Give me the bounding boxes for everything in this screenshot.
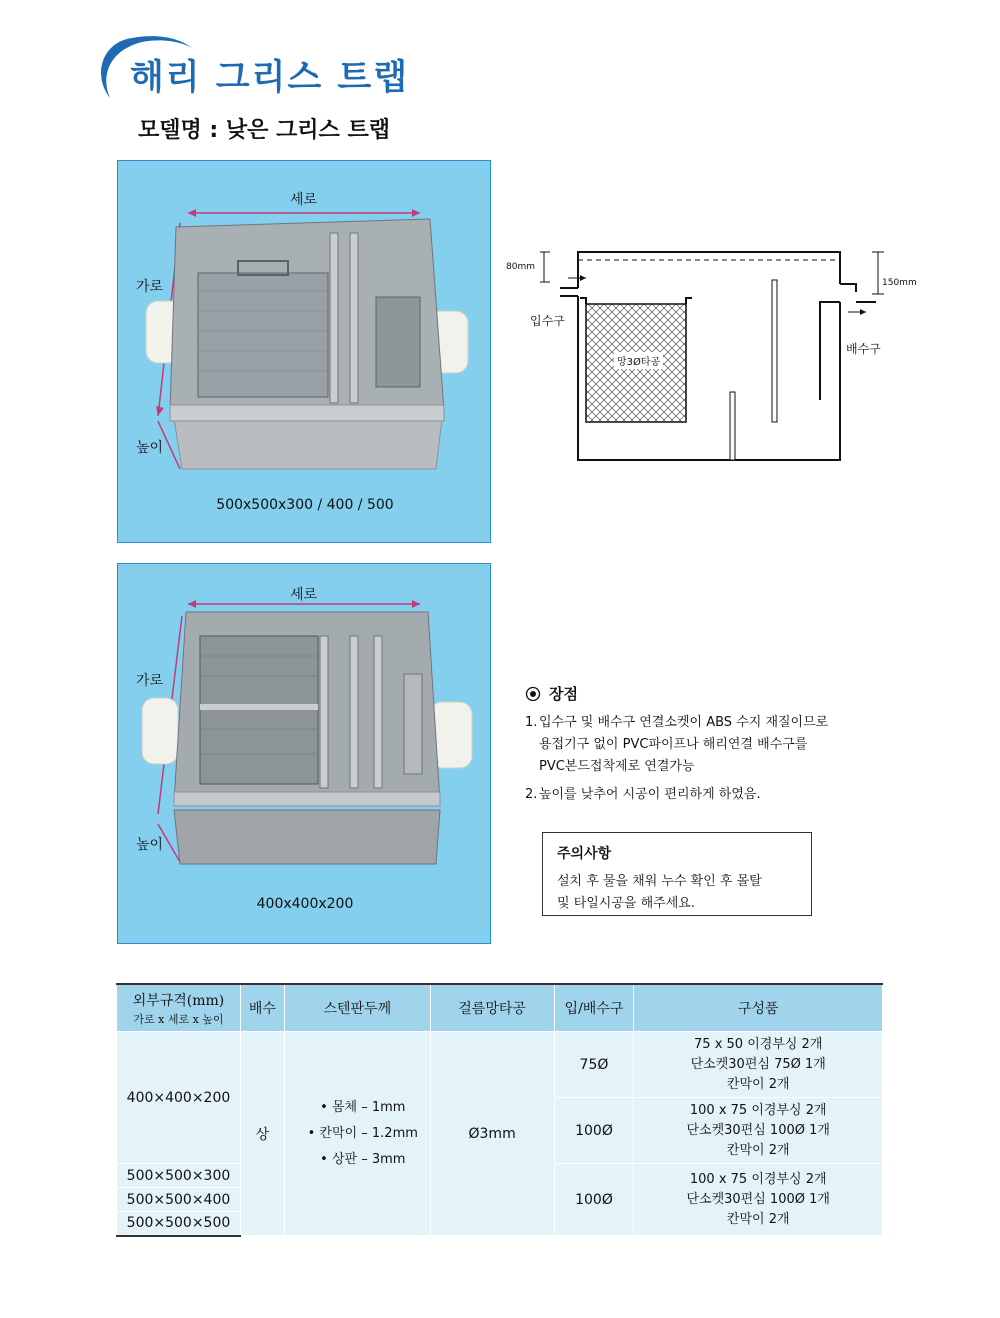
caution-line: 및 타일시공을 해주세요.	[557, 896, 695, 911]
header-size-main: 외부규격(mm)	[132, 992, 225, 1009]
product-photo-panel-small	[117, 563, 491, 944]
component-line: 단소켓30편심 100Ø 1개	[686, 1191, 830, 1207]
header-mesh: 걸름망타공	[430, 984, 554, 1032]
grease-trap-illustration-small	[118, 564, 492, 945]
components-cell	[634, 1164, 883, 1236]
item-text: 입수구 및 배수구 연결소켓이 ABS 수지 재질이므로	[539, 715, 829, 730]
item-text: PVC본드접착제로 연결가능	[539, 759, 695, 774]
spec-table	[116, 983, 883, 1237]
component-line: 100 x 75 이경부싱 2개	[689, 1171, 827, 1187]
advantages-heading	[525, 683, 905, 704]
components-cell	[634, 1098, 883, 1164]
advantage-item-2	[525, 784, 905, 806]
header-size-sub: 가로 x 세로 x 높이	[133, 1012, 224, 1026]
side-label: 가로	[136, 279, 164, 295]
width-label: 세로	[290, 192, 318, 208]
outlet-label: 배수구	[846, 342, 881, 356]
product-photo-panel-large	[117, 160, 491, 543]
header-port: 입/배수구	[554, 984, 634, 1032]
advantages-title: 장점	[549, 685, 578, 703]
mesh-cell: Ø3mm	[430, 1032, 554, 1236]
thickness-item: • 칸막이 – 1.2mm	[307, 1125, 418, 1141]
brand-title: 해리 그리스 트랩	[130, 58, 410, 98]
width-label: 세로	[290, 587, 318, 603]
caution-title: 주의사항	[557, 846, 612, 862]
target-bullet-icon	[525, 686, 541, 702]
component-line: 100 x 75 이경부싱 2개	[689, 1102, 827, 1118]
item-text: 높이를 낮추어 시공이 편리하게 하였음.	[539, 787, 761, 802]
advantage-item-1	[525, 712, 905, 778]
advantages-section	[525, 683, 905, 806]
height-label: 높이	[136, 440, 164, 456]
item-text: 용접기구 없이 PVC파이프나 해리연결 배수구를	[539, 737, 808, 752]
top-gap-dimension: 80mm	[506, 262, 535, 272]
port-cell: 100Ø	[554, 1164, 634, 1236]
components-cell	[634, 1032, 883, 1098]
size-cell: 500×500×300	[117, 1164, 241, 1188]
component-line: 칸막이 2개	[726, 1076, 790, 1092]
drain-cell: 상	[240, 1032, 284, 1236]
port-cell: 75Ø	[554, 1032, 634, 1098]
thickness-item: • 상판 – 3mm	[320, 1151, 406, 1167]
port-cell: 100Ø	[554, 1098, 634, 1164]
component-line: 칸막이 2개	[726, 1211, 790, 1227]
component-line: 단소켓30편심 100Ø 1개	[686, 1122, 830, 1138]
mesh-label: 망3Ø타공	[614, 352, 663, 369]
size-cell: 500×500×500	[117, 1212, 241, 1236]
item-number: 1.	[525, 715, 538, 730]
header-components: 구성품	[634, 984, 883, 1032]
header-size	[117, 984, 241, 1032]
model-title: 모델명 : 낮은 그리스 트랩	[138, 118, 390, 143]
height-label: 높이	[136, 837, 164, 853]
side-label: 가로	[136, 673, 164, 689]
component-line: 75 x 50 이경부싱 2개	[694, 1036, 823, 1052]
caution-line: 설치 후 물을 채워 누수 확인 후 몰탈	[557, 874, 762, 889]
caution-box	[542, 832, 812, 916]
component-line: 단소켓30편심 75Ø 1개	[690, 1056, 826, 1072]
outlet-height-dimension: 150mm	[882, 278, 917, 288]
thickness-item: • 몸체 – 1mm	[320, 1099, 406, 1115]
caution-body	[557, 871, 797, 915]
grease-trap-illustration	[118, 161, 492, 544]
product-size-label: 400x400x200	[256, 896, 354, 912]
table-row	[117, 1032, 883, 1098]
table-header-row	[117, 984, 883, 1032]
product-size-label: 500x500x300 / 400 / 500	[216, 497, 394, 513]
inlet-label: 입수구	[530, 314, 565, 328]
size-cell: 500×500×400	[117, 1188, 241, 1212]
header-drain: 배수	[240, 984, 284, 1032]
header-thickness: 스텐판두께	[284, 984, 430, 1032]
item-number: 2.	[525, 787, 538, 802]
thickness-cell	[284, 1032, 430, 1236]
cross-section-diagram	[500, 240, 920, 470]
component-line: 칸막이 2개	[726, 1142, 790, 1158]
size-cell: 400×400×200	[117, 1032, 241, 1164]
